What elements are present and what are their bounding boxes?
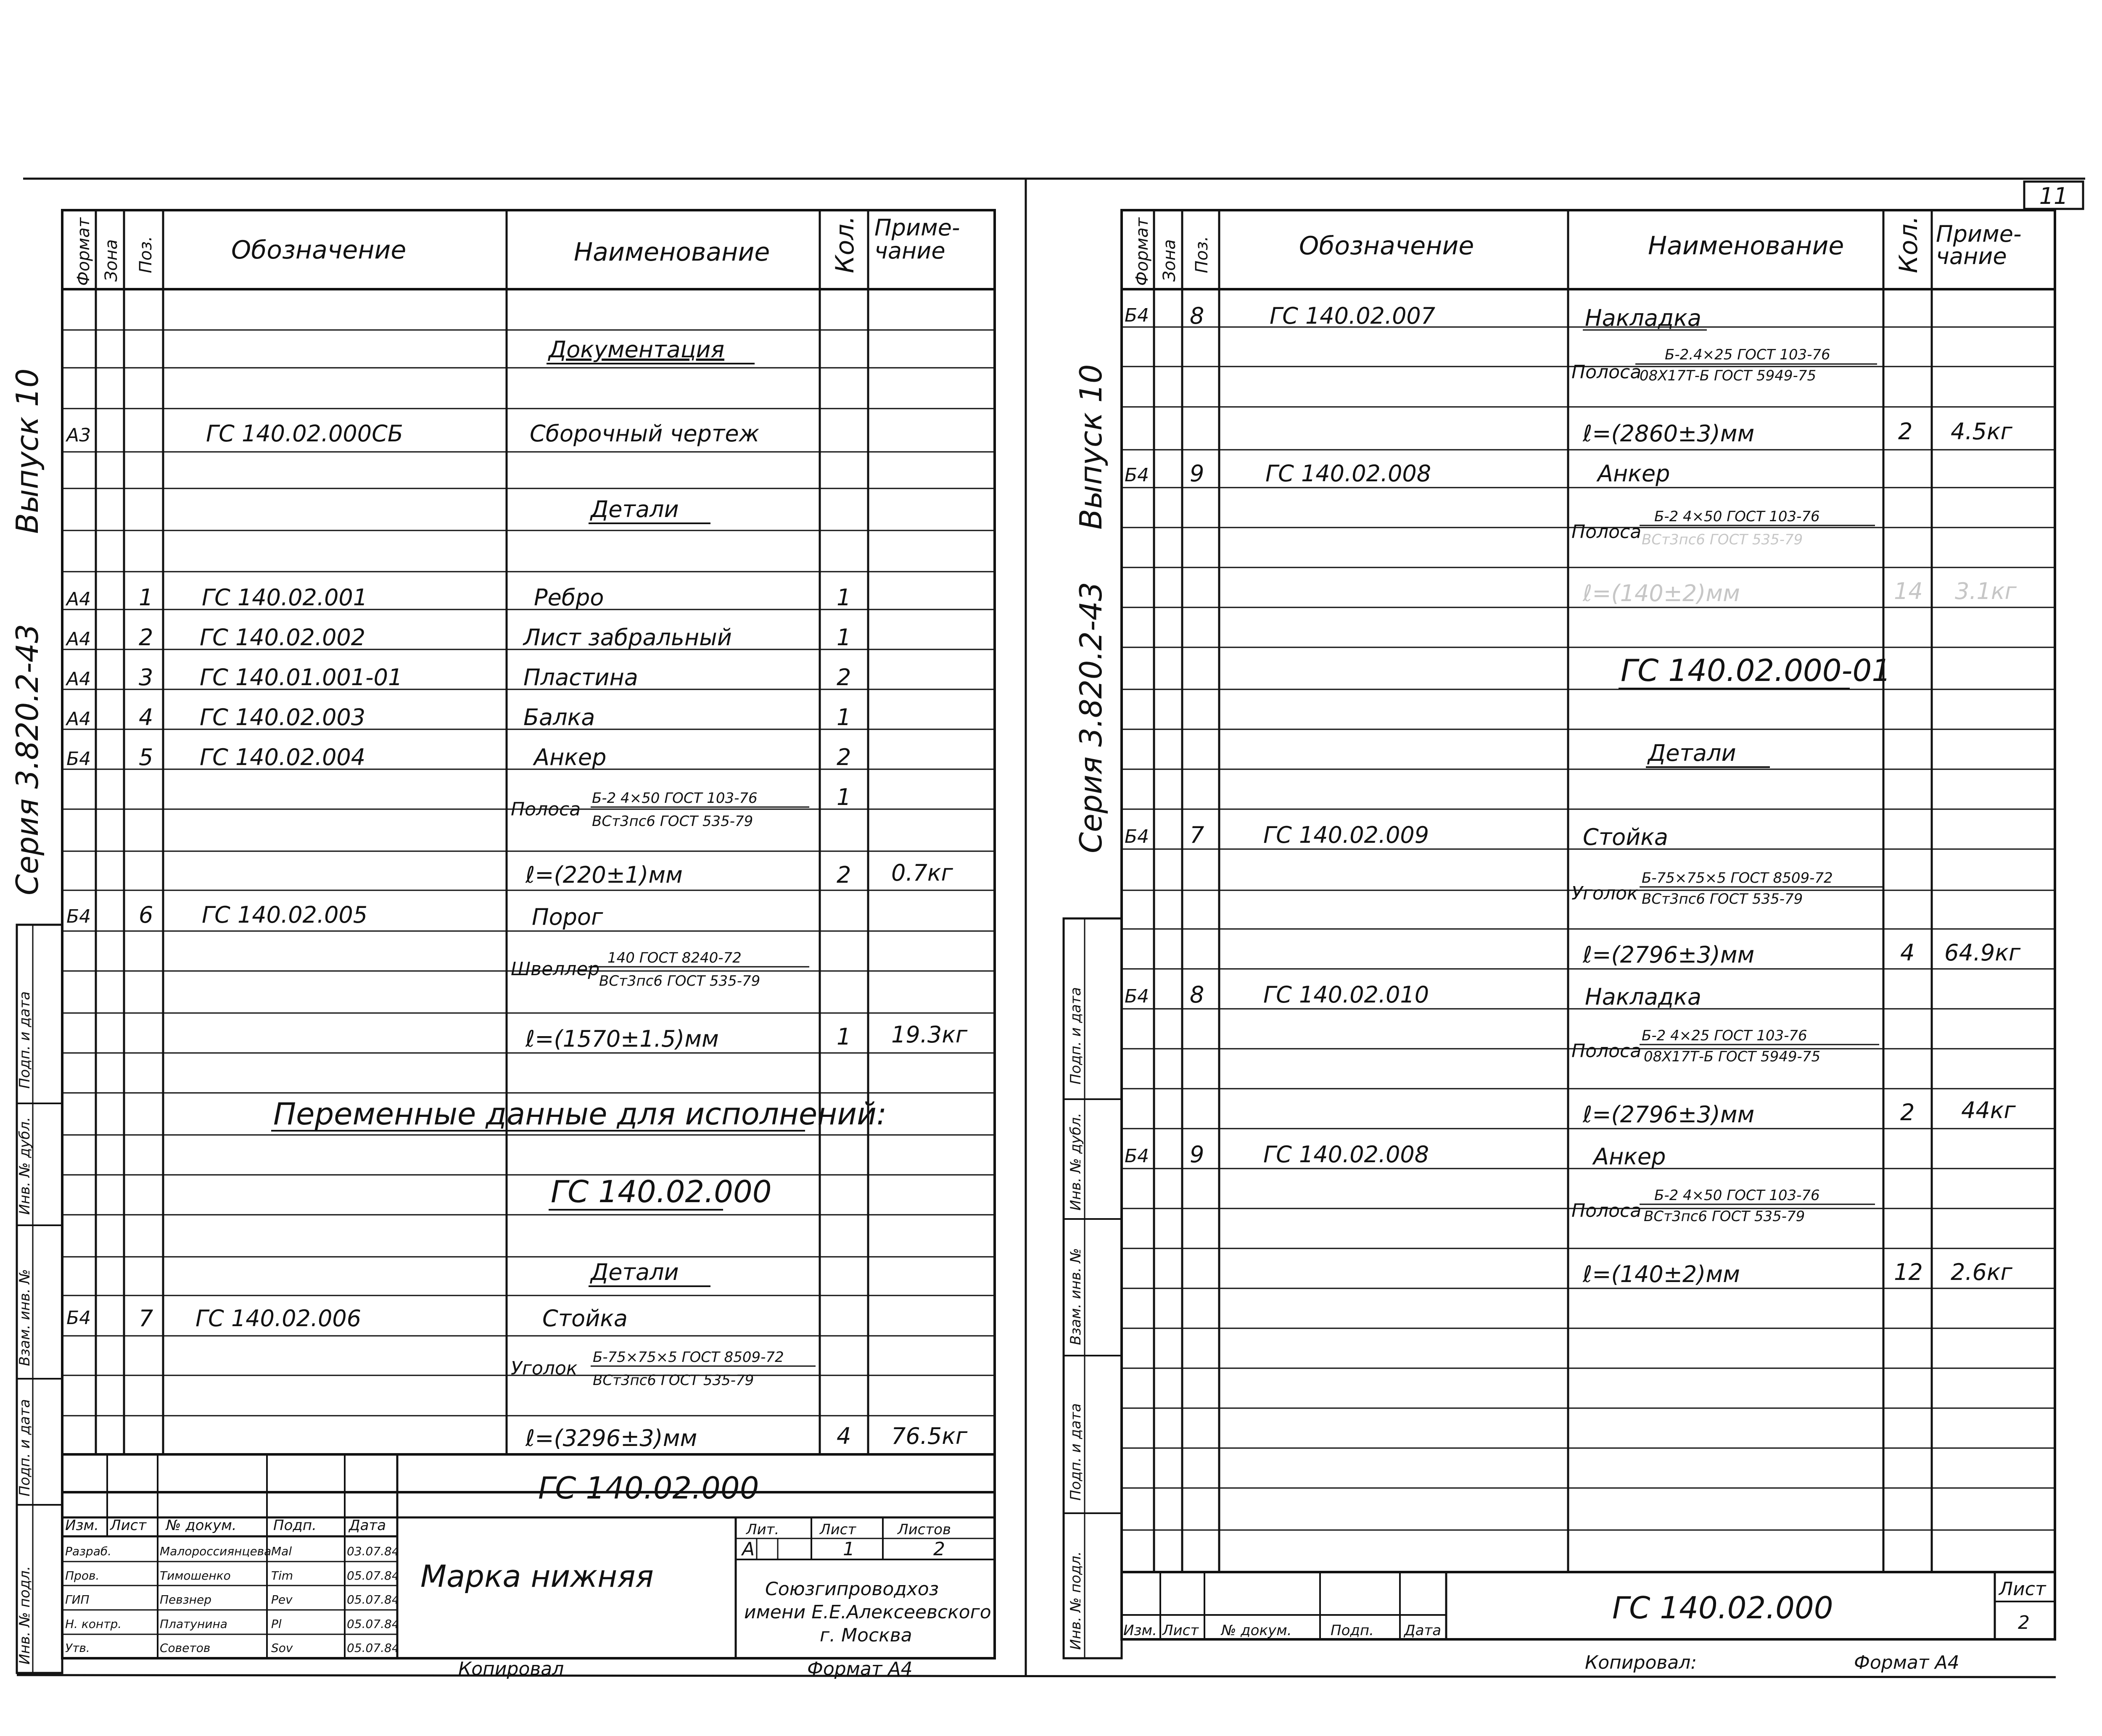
left-row-lines bbox=[62, 330, 995, 1454]
svg-text:2.6кг: 2.6кг bbox=[1951, 1259, 2012, 1285]
right-footer-format: Формат А4 bbox=[1854, 1652, 1959, 1673]
right-row-1-material bbox=[1571, 346, 1877, 384]
left-row-5-length bbox=[525, 860, 953, 888]
svg-text:Анкер: Анкер bbox=[534, 744, 607, 770]
svg-text:14: 14 bbox=[1894, 578, 1923, 604]
svg-text:ГС 140.02.009: ГС 140.02.009 bbox=[1263, 822, 1429, 848]
svg-text:ℓ=(2860±3)мм: ℓ=(2860±3)мм bbox=[1583, 420, 1755, 447]
right-row-3-material bbox=[1571, 870, 1883, 908]
right-row-1-length bbox=[1582, 418, 2012, 447]
svg-text:Лист забральный: Лист забральный bbox=[523, 624, 732, 651]
svg-text:Sov: Sov bbox=[271, 1641, 293, 1655]
svg-text:ГС 140.01.001-01: ГС 140.01.001-01 bbox=[200, 664, 403, 691]
right-side-label-1: Подп. и дата bbox=[1067, 987, 1084, 1084]
svg-text:2: 2 bbox=[1900, 1099, 1915, 1126]
left-row-6-material bbox=[511, 950, 809, 989]
right-row-5 bbox=[1125, 1141, 1666, 1170]
left-org-line-3: г. Москва bbox=[820, 1625, 912, 1646]
svg-text:19.3кг: 19.3кг bbox=[891, 1021, 968, 1048]
svg-text:Полоса: Полоса bbox=[1571, 521, 1642, 543]
left-section-parts: Детали bbox=[591, 496, 679, 522]
svg-text:05.07.84: 05.07.84 bbox=[347, 1617, 399, 1631]
svg-text:Лист: Лист bbox=[110, 1517, 147, 1534]
svg-text:Лист: Лист bbox=[1162, 1622, 1199, 1639]
svg-text:03.07.84: 03.07.84 bbox=[347, 1544, 399, 1558]
right-variant-code: ГС 140.02.000-01 bbox=[1621, 653, 1891, 688]
svg-text:1: 1 bbox=[843, 1538, 855, 1560]
svg-text:Листов: Листов bbox=[898, 1521, 951, 1538]
svg-text:ГС 140.02.008: ГС 140.02.008 bbox=[1265, 460, 1431, 487]
right-row-4-material bbox=[1571, 1027, 1879, 1065]
svg-text:05.07.84: 05.07.84 bbox=[347, 1569, 399, 1583]
right-header-designation: Обозначение bbox=[1299, 231, 1474, 261]
svg-text:Дата: Дата bbox=[1404, 1622, 1442, 1639]
left-org-line-1: Союзгипроводхоз bbox=[765, 1578, 939, 1600]
left-side-label-2: Инв. № дубл. bbox=[16, 1117, 33, 1215]
svg-text:Б-2 4×50 ГОСТ 103-76: Б-2 4×50 ГОСТ 103-76 bbox=[1654, 1187, 1820, 1204]
svg-text:Тимошенко: Тимошенко bbox=[160, 1569, 231, 1583]
left-row-4 bbox=[65, 704, 851, 731]
svg-text:Б-2.4×25 ГОСТ 103-76: Б-2.4×25 ГОСТ 103-76 bbox=[1665, 346, 1830, 363]
svg-text:ВСт3пс6 ГОСТ 535-79: ВСт3пс6 ГОСТ 535-79 bbox=[592, 813, 753, 830]
svg-text:Б4: Б4 bbox=[1125, 1145, 1149, 1167]
right-row-5-length bbox=[1582, 1259, 2012, 1287]
svg-text:2: 2 bbox=[837, 862, 851, 888]
svg-text:7: 7 bbox=[139, 1305, 153, 1332]
svg-text:1: 1 bbox=[837, 704, 851, 731]
left-row-5 bbox=[66, 744, 851, 770]
left-header-note-1: Приме- bbox=[874, 214, 960, 241]
svg-text:Полоса: Полоса bbox=[1571, 361, 1642, 383]
svg-text:ℓ=(3296±3)мм: ℓ=(3296±3)мм bbox=[526, 1425, 697, 1451]
left-row-6 bbox=[66, 902, 603, 930]
left-footer-copied: Копировал bbox=[458, 1658, 564, 1680]
left-header-qty: Кол. bbox=[830, 216, 860, 273]
svg-text:2: 2 bbox=[2018, 1612, 2030, 1633]
svg-text:1: 1 bbox=[837, 1024, 851, 1050]
svg-text:Pl: Pl bbox=[271, 1617, 282, 1631]
svg-text:ВСт3пс6 ГОСТ 535-79: ВСт3пс6 ГОСТ 535-79 bbox=[599, 973, 761, 989]
right-title-block bbox=[1122, 1572, 2055, 1639]
left-row-3 bbox=[65, 664, 851, 691]
left-row-1 bbox=[65, 584, 851, 611]
svg-text:12: 12 bbox=[1894, 1259, 1923, 1285]
svg-text:Полоса: Полоса bbox=[1571, 1040, 1642, 1062]
svg-text:08Х17Т-Б ГОСТ 5949-75: 08Х17Т-Б ГОСТ 5949-75 bbox=[1640, 367, 1817, 384]
svg-text:ВСт3пс6 ГОСТ 535-79: ВСт3пс6 ГОСТ 535-79 bbox=[1644, 1208, 1805, 1225]
left-footer-format: Формат А4 bbox=[807, 1658, 913, 1680]
svg-text:Б-75×75×5 ГОСТ 8509-72: Б-75×75×5 ГОСТ 8509-72 bbox=[1642, 870, 1833, 886]
svg-text:Балка: Балка bbox=[523, 704, 595, 731]
svg-text:Полоса: Полоса bbox=[511, 799, 581, 820]
right-side-label-4: Подп. и дата bbox=[1067, 1403, 1084, 1501]
left-section-documentation: Документация bbox=[549, 336, 724, 363]
svg-text:0.7кг: 0.7кг bbox=[891, 860, 953, 886]
left-header-name: Наименование bbox=[574, 237, 770, 267]
svg-text:9: 9 bbox=[1190, 1141, 1204, 1168]
svg-text:Б-2 4×50 ГОСТ 103-76: Б-2 4×50 ГОСТ 103-76 bbox=[1654, 508, 1820, 525]
right-header-format: Формат bbox=[1133, 217, 1152, 286]
svg-text:Б-75×75×5 ГОСТ 8509-72: Б-75×75×5 ГОСТ 8509-72 bbox=[593, 1349, 784, 1366]
right-header-qty: Кол. bbox=[1894, 216, 1923, 273]
svg-text:Б-2 4×25 ГОСТ 103-76: Б-2 4×25 ГОСТ 103-76 bbox=[1642, 1027, 1807, 1044]
left-variant-code: ГС 140.02.000 bbox=[551, 1174, 772, 1209]
right-row-4 bbox=[1125, 981, 1701, 1010]
svg-text:2: 2 bbox=[139, 624, 153, 651]
right-row-2-length bbox=[1582, 578, 2017, 607]
right-row-4-length bbox=[1582, 1097, 2016, 1128]
svg-text:ВСт3пс6 ГОСТ 535-79: ВСт3пс6 ГОСТ 535-79 bbox=[1642, 891, 1803, 908]
right-footer-copied: Копировал: bbox=[1585, 1652, 1697, 1673]
svg-text:Накладка: Накладка bbox=[1585, 984, 1701, 1010]
svg-text:ВСт3пс6 ГОСТ 535-79: ВСт3пс6 ГОСТ 535-79 bbox=[593, 1372, 754, 1389]
svg-text:4.5кг: 4.5кг bbox=[1951, 418, 2012, 445]
svg-text:4: 4 bbox=[139, 704, 153, 731]
svg-text:2: 2 bbox=[837, 664, 851, 691]
svg-text:ℓ=(140±2)мм: ℓ=(140±2)мм bbox=[1583, 1261, 1740, 1287]
svg-text:2: 2 bbox=[837, 744, 851, 770]
svg-text:05.07.84: 05.07.84 bbox=[347, 1593, 399, 1607]
svg-text:9: 9 bbox=[1190, 460, 1204, 487]
svg-text:Малороссиянцева: Малороссиянцева bbox=[160, 1544, 272, 1558]
svg-text:Полоса: Полоса bbox=[1571, 1200, 1642, 1222]
left-variable-title: Переменные данные для исполнений: bbox=[273, 1096, 887, 1132]
svg-text:Разраб.: Разраб. bbox=[65, 1544, 112, 1558]
svg-text:Лист: Лист bbox=[820, 1521, 856, 1538]
right-header-name: Наименование bbox=[1648, 231, 1844, 261]
left-side-label-5: Инв. № подл. bbox=[16, 1566, 33, 1665]
svg-text:№ докум.: № докум. bbox=[166, 1517, 237, 1534]
svg-text:ℓ=(140±2)мм: ℓ=(140±2)мм bbox=[1583, 580, 1740, 607]
svg-text:1: 1 bbox=[837, 784, 851, 810]
left-row-5-material bbox=[511, 784, 851, 830]
right-header-pos: Поз. bbox=[1192, 236, 1212, 273]
left-section-parts-2: Детали bbox=[591, 1259, 679, 1285]
left-header-pos: Поз. bbox=[136, 236, 156, 273]
left-title-code: ГС 140.02.000 bbox=[538, 1470, 759, 1506]
left-a3-designation: ГС 140.02.000СБ bbox=[206, 420, 403, 447]
svg-text:Стойка: Стойка bbox=[1583, 824, 1669, 850]
svg-text:Анкер: Анкер bbox=[1598, 460, 1670, 487]
svg-text:Mal: Mal bbox=[271, 1544, 292, 1558]
svg-text:Утв.: Утв. bbox=[65, 1641, 90, 1655]
svg-text:ГС 140.02.004: ГС 140.02.004 bbox=[200, 744, 366, 770]
svg-text:ГС 140.02.001: ГС 140.02.001 bbox=[202, 584, 368, 611]
left-org-line-2: имени Е.Е.Алексеевского bbox=[744, 1601, 991, 1623]
svg-text:Уголок: Уголок bbox=[1571, 883, 1638, 904]
svg-text:Pev: Pev bbox=[271, 1593, 293, 1607]
svg-text:7: 7 bbox=[1190, 822, 1204, 848]
svg-text:Анкер: Анкер bbox=[1593, 1143, 1666, 1170]
right-title-code: ГС 140.02.000 bbox=[1612, 1590, 1833, 1625]
right-row-2 bbox=[1125, 460, 1670, 487]
right-side-issue: Выпуск 10 bbox=[1073, 364, 1109, 530]
svg-text:3: 3 bbox=[139, 664, 153, 691]
svg-text:ВСт3пс6 ГОСТ 535-79: ВСт3пс6 ГОСТ 535-79 bbox=[1642, 531, 1803, 548]
left-a3-format: А3 bbox=[66, 425, 91, 446]
svg-text:76.5кг: 76.5кг bbox=[891, 1423, 968, 1449]
left-side-label-3: Взам. инв. № bbox=[16, 1269, 33, 1366]
svg-text:5: 5 bbox=[139, 744, 153, 770]
svg-text:Б4: Б4 bbox=[66, 1307, 91, 1329]
svg-text:2: 2 bbox=[933, 1538, 945, 1560]
svg-text:1: 1 bbox=[837, 624, 851, 651]
left-side-series: Серия 3.820.2-43 bbox=[10, 624, 45, 895]
svg-text:8: 8 bbox=[1190, 303, 1204, 329]
right-row-5-material bbox=[1571, 1187, 1875, 1225]
svg-text:Б4: Б4 bbox=[1125, 305, 1149, 326]
svg-text:ГС 140.02.006: ГС 140.02.006 bbox=[195, 1305, 362, 1332]
svg-text:Пластина: Пластина bbox=[523, 664, 638, 691]
svg-text:Подп.: Подп. bbox=[1331, 1622, 1374, 1639]
svg-text:Уголок: Уголок bbox=[511, 1358, 578, 1379]
svg-text:Ребро: Ребро bbox=[534, 584, 604, 611]
left-header-note-2: чание bbox=[874, 237, 945, 264]
svg-text:ГС 140.02.003: ГС 140.02.003 bbox=[200, 704, 366, 731]
left-row-7-material bbox=[511, 1349, 816, 1389]
svg-text:ГС 140.02.005: ГС 140.02.005 bbox=[202, 902, 368, 928]
page-number: 11 bbox=[2039, 183, 2068, 209]
svg-text:Стойка: Стойка bbox=[542, 1305, 628, 1332]
left-a3-name: Сборочный чертеж bbox=[530, 420, 760, 447]
svg-text:ГС 140.02.010: ГС 140.02.010 bbox=[1263, 981, 1429, 1008]
svg-text:А4: А4 bbox=[66, 628, 91, 650]
svg-text:Лит.: Лит. bbox=[746, 1521, 779, 1538]
svg-text:140 ГОСТ 8240-72: 140 ГОСТ 8240-72 bbox=[607, 950, 742, 966]
svg-text:ℓ=(220±1)мм: ℓ=(220±1)мм bbox=[526, 862, 683, 888]
svg-text:ℓ=(1570±1.5)мм: ℓ=(1570±1.5)мм bbox=[526, 1026, 719, 1052]
left-signature-rows bbox=[65, 1544, 399, 1655]
svg-text:Советов: Советов bbox=[160, 1641, 211, 1655]
svg-text:ГС 140.02.008: ГС 140.02.008 bbox=[1263, 1141, 1429, 1168]
svg-text:ГС 140.02.007: ГС 140.02.007 bbox=[1270, 303, 1436, 329]
svg-text:Н. контр.: Н. контр. bbox=[65, 1617, 122, 1631]
left-header-designation: Обозначение bbox=[231, 235, 407, 265]
svg-text:Дата: Дата bbox=[349, 1517, 386, 1534]
left-header-format: Формат bbox=[74, 217, 93, 286]
left-doc-title: Марка нижняя bbox=[420, 1559, 654, 1594]
right-side-label-2: Инв. № дубл. bbox=[1067, 1113, 1084, 1211]
svg-text:3.1кг: 3.1кг bbox=[1955, 578, 2017, 604]
left-header-zone: Зона bbox=[102, 239, 121, 282]
svg-text:08Х17Т-Б ГОСТ 5949-75: 08Х17Т-Б ГОСТ 5949-75 bbox=[1644, 1048, 1821, 1065]
svg-text:Изм.: Изм. bbox=[1123, 1622, 1157, 1639]
svg-text:Б4: Б4 bbox=[1125, 986, 1149, 1007]
svg-text:64.9кг: 64.9кг bbox=[1944, 939, 2021, 966]
svg-text:6: 6 bbox=[139, 902, 153, 928]
left-side-label-1: Подп. и дата bbox=[16, 991, 33, 1089]
right-side-label-5: Инв. № подл. bbox=[1067, 1551, 1084, 1650]
svg-text:1: 1 bbox=[139, 584, 153, 611]
left-row-6-length bbox=[525, 1021, 968, 1052]
svg-text:Б4: Б4 bbox=[66, 906, 91, 927]
left-specification-table bbox=[62, 210, 995, 1492]
svg-text:Пров.: Пров. bbox=[65, 1569, 100, 1583]
right-row-3-length bbox=[1582, 939, 2021, 968]
svg-text:Певзнер: Певзнер bbox=[160, 1593, 211, 1607]
svg-text:Б4: Б4 bbox=[1125, 464, 1149, 486]
svg-text:Tim: Tim bbox=[271, 1569, 293, 1583]
bottom-border-line bbox=[17, 1675, 2056, 1677]
svg-text:А4: А4 bbox=[66, 708, 91, 730]
svg-text:8: 8 bbox=[1190, 981, 1204, 1008]
svg-text:Швеллер: Швеллер bbox=[511, 958, 600, 980]
left-side-issue: Выпуск 10 bbox=[10, 368, 45, 534]
svg-text:ℓ=(2796±3)мм: ℓ=(2796±3)мм bbox=[1583, 1101, 1755, 1128]
svg-text:Лист: Лист bbox=[1999, 1578, 2046, 1600]
right-section-parts: Детали bbox=[1648, 740, 1736, 766]
svg-text:ГС 140.02.002: ГС 140.02.002 bbox=[200, 624, 366, 651]
svg-text:Порог: Порог bbox=[532, 904, 603, 930]
left-title-block bbox=[62, 1454, 995, 1658]
left-side-margin bbox=[10, 368, 62, 1673]
svg-text:ℓ=(2796±3)мм: ℓ=(2796±3)мм bbox=[1583, 942, 1755, 968]
svg-text:ГИП: ГИП bbox=[65, 1593, 90, 1607]
svg-text:Накладка: Накладка bbox=[1585, 305, 1701, 331]
right-side-series: Серия 3.820.2-43 bbox=[1073, 582, 1109, 853]
svg-text:А: А bbox=[742, 1538, 755, 1560]
svg-text:Б4: Б4 bbox=[66, 748, 91, 770]
left-row-7-length bbox=[525, 1423, 968, 1451]
right-header-zone: Зона bbox=[1160, 239, 1179, 282]
svg-text:А4: А4 bbox=[66, 588, 91, 610]
left-side-label-4: Подп. и дата bbox=[16, 1399, 33, 1496]
right-specification-table bbox=[1122, 210, 2055, 1639]
svg-text:4: 4 bbox=[1900, 939, 1915, 966]
svg-text:№ докум.: № докум. bbox=[1221, 1622, 1292, 1639]
svg-text:1: 1 bbox=[837, 584, 851, 611]
svg-text:А4: А4 bbox=[66, 668, 91, 690]
svg-text:05.07.84: 05.07.84 bbox=[347, 1641, 399, 1655]
svg-text:Изм.: Изм. bbox=[65, 1517, 99, 1534]
right-header-note-1: Приме- bbox=[1936, 221, 2022, 247]
svg-text:4: 4 bbox=[837, 1423, 851, 1449]
svg-text:Платунина: Платунина bbox=[160, 1617, 227, 1631]
svg-text:Подп.: Подп. bbox=[273, 1517, 317, 1534]
left-row-2 bbox=[65, 624, 851, 651]
right-header-note-2: чание bbox=[1936, 243, 2007, 269]
svg-text:Б4: Б4 bbox=[1125, 826, 1149, 847]
right-row-3 bbox=[1125, 822, 1668, 850]
right-side-margin bbox=[1064, 364, 1122, 1658]
svg-text:Б-2 4×50 ГОСТ 103-76: Б-2 4×50 ГОСТ 103-76 bbox=[592, 790, 758, 807]
left-row-7 bbox=[66, 1305, 628, 1332]
svg-text:2: 2 bbox=[1898, 418, 1913, 445]
svg-text:44кг: 44кг bbox=[1961, 1097, 2016, 1124]
right-side-label-3: Взам. инв. № bbox=[1067, 1248, 1084, 1345]
